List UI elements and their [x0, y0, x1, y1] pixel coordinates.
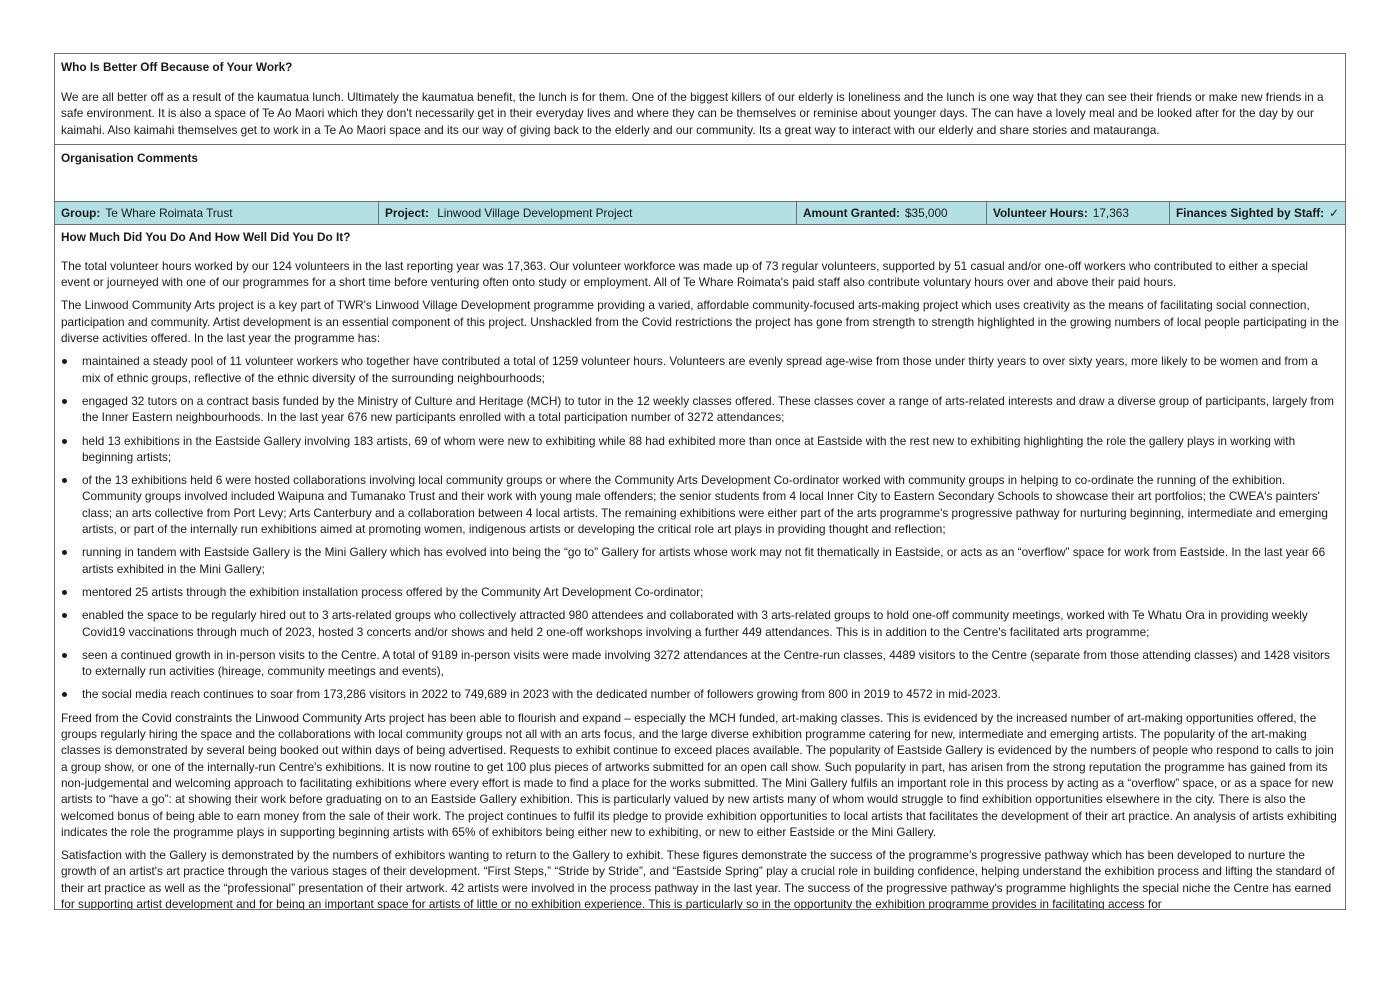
- section-better-off: [55, 54, 1345, 145]
- paragraph: Freed from the Covid constraints the Linwood Community Arts project has been able to flourish and expand – especially the MCH funded, art-making classes. This is evidenced by the increased number of art-making opportunities offered, the groups regularly hiring the space and the collaborations with local community groups not all with an arts focus, and the large diverse exhibition programme catering for new, intermediate and emerging artists. The popularity of the art-making classes is demonstrated by several being booked out within days of being advertised. Requests to exhibit continue to exceed places available. The popularity of Eastside Gallery is evidenced by the numbers of people who respond to calls to join a group show, or one of the internally-run Centre's exhibitions. It is now routine to get 100 plus pieces of artworks submitted for an open call show. Such popularity in part, has arisen from the strong reputation the programme has gained from its non-judgemental and welcoming approach to facilitating exhibitions where every effort is made to find a place for the works submitted. The Mini Gallery fulfils an important role in this process by acting as a “overflow” space, or as a space for new artists to “have a go”: at showing their work before graduating on to an Eastside Gallery exhibition. This is particularly valued by new artists many of whom would struggle to find exhibition opportunities elsewhere in the city. There is also the welcomed bonus of being able to earn money from the sale of their work. The project continues to fulfil its pledge to provide exhibition opportunities to local artists that facilitates the development of their art practice. An analysis of artists exhibiting indicates the role the programme plays in supporting beginning artists with 65% of exhibitors being either new to exhibiting, or new to either Eastside or the Mini Gallery.: [61, 710, 1337, 839]
- achievements-list: [61, 353, 1339, 702]
- section-how-much: [55, 225, 1345, 910]
- amount-value: $35,000: [904, 205, 948, 220]
- finances-sighted-label: Finances Sighted by Staff:: [1175, 205, 1325, 220]
- project-value: Linwood Village Development Project: [437, 205, 633, 220]
- volunteer-hours-label: Volunteer Hours:: [992, 205, 1088, 220]
- section-title: Organisation Comments: [61, 150, 198, 165]
- section-body: We are all better off as a result of the kaumatua lunch. Ultimately the kaumatua benefit, the lunch is for them. One of the biggest killers of our elderly is loneliness and the lunch is one way that they can see their friends or make new friends in a safe environment. It is also a space of Te Ao Maori which they don't necessarily get in their everyday lives and where they can be themselves or reminise about younger days. The can have a lovely meal and be looked after for the day by our kaimahi. Also kaimahi themselves get to work in a Te Ao Maori space and its our way of giving back to the elderly and our community. Its a great way to interact with our elderly and share stories and matauranga.: [61, 90, 1324, 137]
- paragraph: The Linwood Community Arts project is a key part of TWR's Linwood Village Development programme providing a varied, affordable community-focused arts-making project which uses creativity as the means of facilitating social connection, participation and community. Artist development is an essential component of this project. Unshackled from the Covid restrictions the project has gone from strength to strength highlighted in the growing numbers of local people participating in the diverse activities offered. In the last year the programme has:: [61, 298, 1339, 346]
- list-item: enabled the space to be regularly hired out to 3 arts-related groups who collectively attracted 980 attendees and collaborated with 3 arts-related groups to hold one-off community meetings, worked with Te Whatu Ora in providing weekly Covid19 vaccinations through much of 2023, hosted 3 concerts and/or shows and held 2 one-off workshops involving a further 449 attendances. This is in addition to the Centre's facilitated arts programme;: [61, 607, 1339, 640]
- project-label: Project:: [384, 205, 429, 220]
- paragraph: Satisfaction with the Gallery is demonstrated by the numbers of exhibitors wanting to return to the Gallery to exhibit. These figures demonstrate the success of the programme's progressive pathway which has been developed to nurture the growth of an artist's art practice through the various stages of their development. “First Steps,” “Stride by Stride”, and “Eastside Spring” play a crucial role in building confidence, helping understand the exhibition process and lifting the standard of their art practice as well as the “professional” presentation of their artwork. 42 artists were involved in the process pathway in the last year. The success of the progressive pathway's programme highlights the special niche the Centre has earned for supporting artist development and for being an important space for artists of little or no exhibition experience. This is particularly so in the opportunity the exhibition programme provides in facilitating access for: [61, 848, 1335, 910]
- volunteer-hours-value: 17,363: [1092, 205, 1129, 220]
- amount-cell: [797, 202, 987, 224]
- grant-info-row: [55, 202, 1345, 225]
- report-sheet: [54, 53, 1346, 910]
- volunteer-hours-cell: [987, 202, 1170, 224]
- list-item: engaged 32 tutors on a contract basis funded by the Ministry of Culture and Heritage (MCH) to tutor in the 12 weekly classes offered. These classes cover a range of arts-related interests and draw a diverse group of participants, largely from the Inner Eastern neighbourhoods. In the last year 676 new participants enrolled with a total participation number of 3272 attendances;: [61, 393, 1339, 426]
- list-item: running in tandem with Eastside Gallery is the Mini Gallery which has evolved into being the “go to” Gallery for artists whose work may not fit thematically in Eastside, or acts as an “overflow” space for work from Eastside. In the last year 66 artists exhibited in the Mini Gallery;: [61, 544, 1339, 577]
- group-label: Group:: [61, 205, 101, 220]
- check-icon: ✓: [1329, 205, 1339, 220]
- list-item: maintained a steady pool of 11 volunteer workers who together have contributed a total of 1259 volunteer hours. Volunteers are evenly spread age-wise from those under thirty years to over sixty years, more likely to be women and from a mix of ethnic groups, reflective of the ethnic diversity of the surrounding neighbourhoods;: [61, 353, 1339, 386]
- paragraph: The total volunteer hours worked by our 124 volunteers in the last reporting year was 17,363. Our volunteer workforce was made up of 73 regular volunteers, supported by 51 casual and/or one-off workers who contributed to either a special event or journeyed with one of our programmes for a short time before venturing often onto study or employment. All of Te Whare Roimata's paid staff also contribute voluntary hours over and above their paid hours.: [61, 258, 1309, 290]
- group-value: Te Whare Roimata Trust: [105, 205, 233, 220]
- section-title: How Much Did You Do And How Well Did You Do It?: [61, 229, 351, 244]
- finances-sighted-cell: [1170, 202, 1345, 224]
- group-cell: [55, 202, 379, 224]
- list-item: the social media reach continues to soar from 173,286 visitors in 2022 to 749,689 in 2023 with the dedicated number of followers growing from 800 in 2019 to 4572 in mid-2023.: [61, 686, 1339, 702]
- list-item: mentored 25 artists through the exhibition installation process offered by the Community Art Development Co-ordinator;: [61, 584, 1339, 600]
- amount-label: Amount Granted:: [802, 205, 900, 220]
- project-cell: [379, 202, 797, 224]
- list-item: held 13 exhibitions in the Eastside Gallery involving 183 artists, 69 of whom were new to exhibiting while 88 had exhibited more than once at Eastside with the rest new to exhibiting highlighting the role the gallery plays in working with beginning artists;: [61, 433, 1339, 466]
- list-item: of the 13 exhibitions held 6 were hosted collaborations involving local community groups or where the Community Arts Development Co-ordinator worked with community groups in helping to co-ordinate the running of the exhibition. Community groups involved included Waipuna and Tumanako Trust and their work with young male offenders; the senior students from 4 local Inner City to Eastern Secondary Schools to showcase their art portfolios; the CWEA's painters' class; an arts collective from Port Levy; Arts Canterbury and a collaboration between 4 local artists. The remaining exhibitions were either part of the arts programme's progressive pathway for nurturing beginning, intermediate and emerging artists, or part of the internally run exhibitions aimed at promoting women, indigenous artists or developing the critical role art plays in providing thought and reflection;: [61, 472, 1339, 537]
- section-organisation-comments: [55, 145, 1345, 202]
- list-item: seen a continued growth in in-person visits to the Centre. A total of 9189 in-person visits were made involving 3272 attendances at the Centre-run classes, 4489 visitors to the Centre (separate from those attending classes) and 1428 visitors to externally run activities (hireage, community meetings and events),: [61, 647, 1339, 680]
- section-title: Who Is Better Off Because of Your Work?: [61, 60, 293, 74]
